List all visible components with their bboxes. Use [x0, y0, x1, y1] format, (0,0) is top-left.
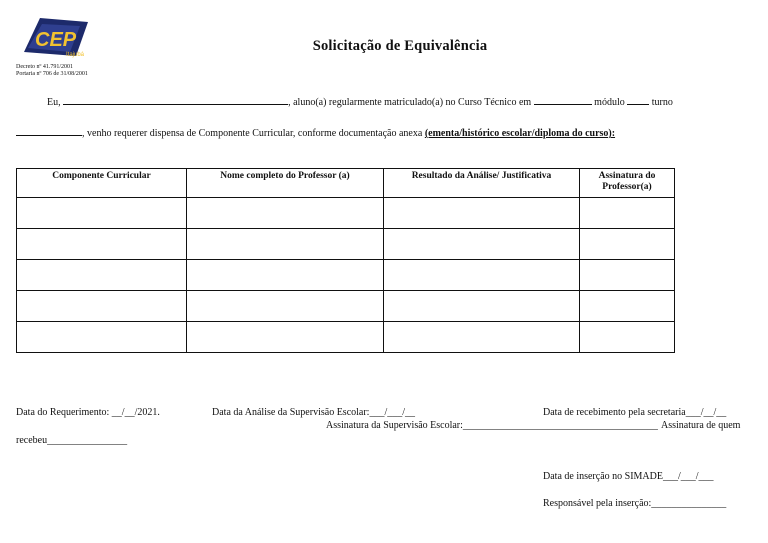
portaria-line: Portaria nº 706 de 31/08/2001 [16, 71, 88, 77]
table-cell[interactable] [580, 229, 675, 260]
data-requerimento: Data do Requerimento: __/__/2021. [16, 407, 160, 418]
table-cell[interactable] [187, 322, 384, 353]
header-professor: Nome completo do Professor (a) [187, 169, 384, 198]
decree-info [16, 64, 88, 78]
table-cell[interactable] [580, 322, 675, 353]
student-name-field[interactable] [63, 94, 288, 105]
table-cell[interactable] [384, 322, 580, 353]
header-componente: Componente Curricular [17, 169, 187, 198]
table-cell[interactable] [580, 198, 675, 229]
table-row [17, 229, 675, 260]
table-cell[interactable] [384, 291, 580, 322]
request-line-1 [47, 94, 673, 108]
table-cell[interactable] [580, 260, 675, 291]
table-cell[interactable] [384, 260, 580, 291]
header-resultado: Resultado da Análise/ Justificativa [384, 169, 580, 198]
table-cell[interactable] [17, 229, 187, 260]
prefix-text: Eu, [47, 97, 61, 108]
modulo-label: módulo [594, 97, 625, 108]
table-cell[interactable] [384, 198, 580, 229]
table-cell[interactable] [187, 229, 384, 260]
table-row [17, 291, 675, 322]
turno-field[interactable] [16, 125, 82, 136]
table-cell[interactable] [187, 198, 384, 229]
table-cell[interactable] [17, 198, 187, 229]
page-title: Solicitação de Equivalência [312, 38, 488, 54]
data-analise: Data da Análise da Supervisão Escolar:___/___/__ [212, 407, 416, 418]
responsavel-insercao: Responsável pela inserção:_______________ [543, 498, 727, 509]
table-cell[interactable] [17, 322, 187, 353]
assinatura-quem: Assinatura de quem [661, 420, 741, 431]
table-cell[interactable] [17, 291, 187, 322]
turno-label: turno [651, 97, 673, 108]
table-row [17, 198, 675, 229]
logo-text: CEP [35, 29, 77, 51]
table-cell[interactable] [580, 291, 675, 322]
table-cell[interactable] [187, 291, 384, 322]
table-header-row [17, 169, 675, 198]
data-insercao: Data de inserção no SIMADE___/___/___ [543, 471, 714, 482]
enrolled-text: , aluno(a) regularmente matriculado(a) no Curso Técnico em [288, 97, 532, 108]
logo-subtext: Itajubá [66, 52, 85, 58]
decree-line: Decreto nº 41.791/2001 [16, 64, 74, 70]
table-row [17, 260, 675, 291]
assinatura-supervisao: Assinatura da Supervisão Escolar:_______________________________________ [326, 420, 658, 431]
recebeu-field: recebeu________________ [16, 435, 128, 446]
table-cell[interactable] [384, 229, 580, 260]
table-cell[interactable] [187, 260, 384, 291]
modulo-field[interactable] [627, 94, 649, 105]
data-recebimento: Data de recebimento pela secretaria___/__/__ [543, 407, 727, 418]
table-cell[interactable] [17, 260, 187, 291]
dispensa-text: , venho requerer dispensa de Componente Curricular, conforme documentação anexa [82, 128, 423, 139]
request-line-2 [16, 125, 615, 139]
course-field[interactable] [534, 94, 592, 105]
header-assinatura: Assinatura do Professor(a) [580, 169, 675, 198]
equivalence-table [16, 168, 675, 353]
anexo-text: (ementa/histórico escolar/diploma do curso): [424, 128, 616, 139]
table-row [17, 322, 675, 353]
